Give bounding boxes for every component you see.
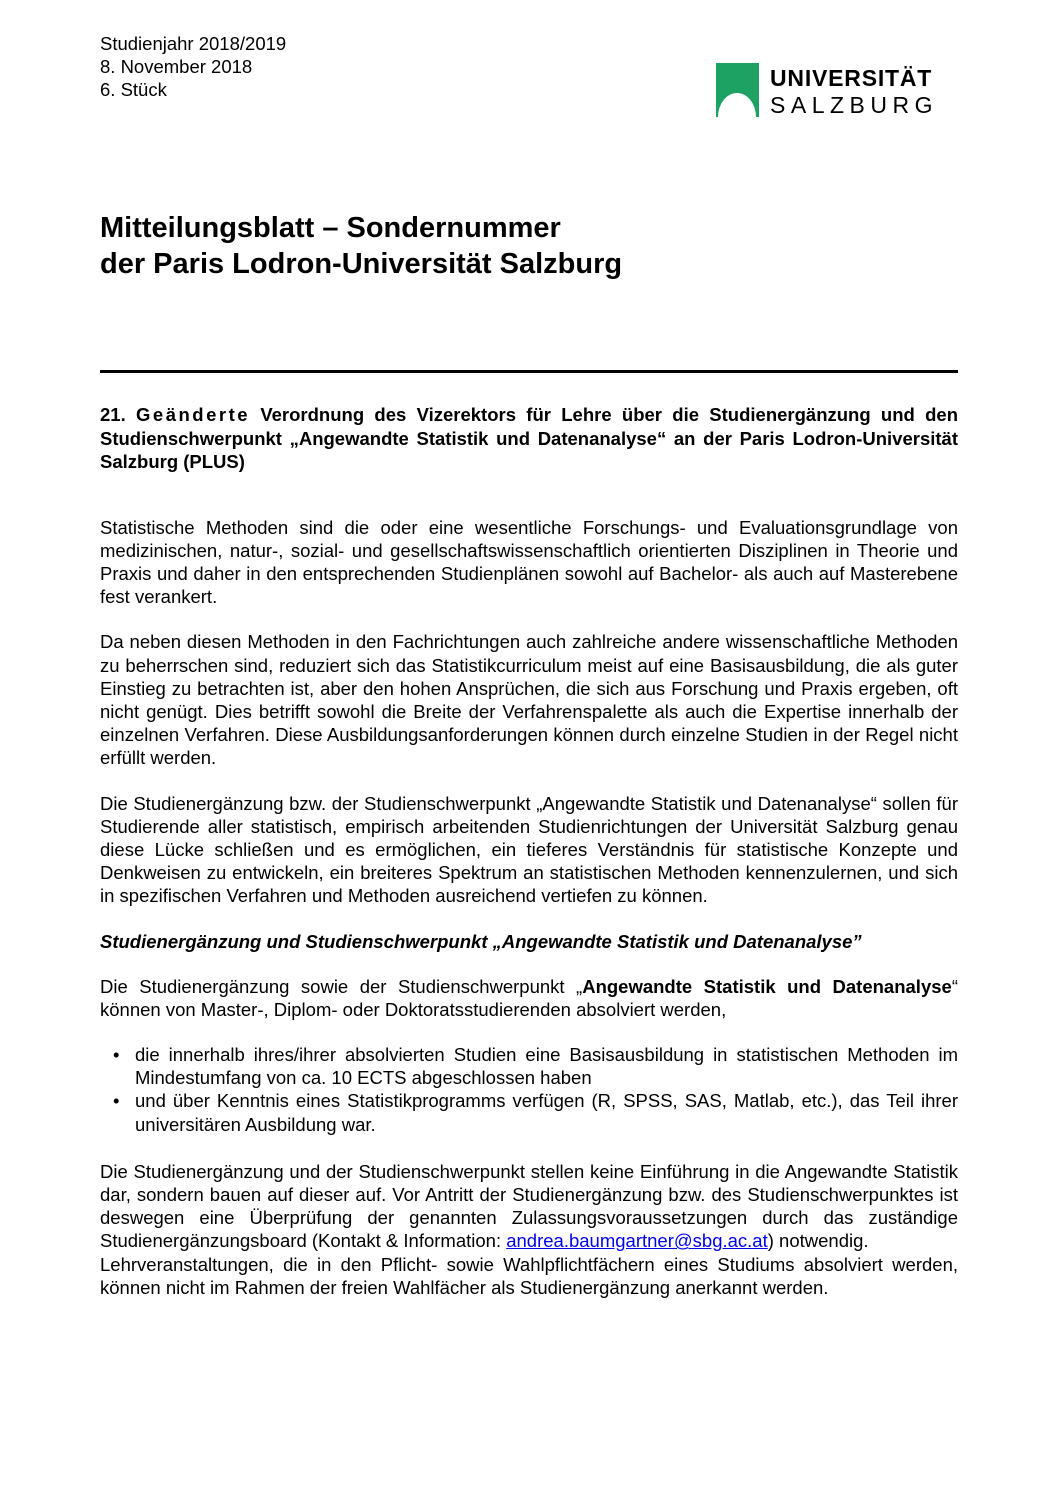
divider-rule bbox=[100, 370, 958, 373]
logo-line-universitaet: UNIVERSITÄT bbox=[770, 65, 933, 91]
section-heading-text: Verordnung des Vizerektors für Lehre über die Studienergänzung und den Studienschwerpunkt „Angewandte Statistik und Datenanalyse“ an der Paris Lodron-Universität Salzburg (PLUS) bbox=[100, 404, 959, 472]
logo-wordmark bbox=[770, 63, 938, 118]
issue-date: 8. November 2018 bbox=[100, 56, 253, 77]
study-year: Studienjahr 2018/2019 bbox=[100, 33, 287, 54]
paragraph-motivation: Da neben diesen Methoden in den Fachrichtungen auch zahlreiche andere wissenschaftliche Methoden zu beherrschen sind, reduziert sich das Statistikcurriculum meist auf eine Basisausbildung, die als guter Einstieg zu betrachten ist, aber den hohen Ansprüchen, die sich aus Forschung und Praxis ergeben, oft nicht genügt. Dies betrifft sowohl die Breite der Verfahrenspalette als auch die Expertise innerhalb der einzelnen Verfahren. Diese Ausbildungsanforderungen können durch einzelne Studien in der Regel nicht erfüllt werden. bbox=[100, 631, 958, 769]
section-number: 21. bbox=[100, 404, 137, 425]
university-dome-icon bbox=[716, 63, 759, 117]
subsection-heading: Studienergänzung und Studienschwerpunkt „Angewandte Statistik und Datenanalyse” bbox=[100, 930, 862, 952]
bold-program-name: Angewandte Statistik und Datenanalyse bbox=[582, 975, 952, 997]
logo-line-salzburg: SALZBURG bbox=[770, 92, 938, 118]
paragraph-eligibility bbox=[100, 975, 958, 1021]
email-link[interactable]: andrea.baumgartner@sbg.ac.at bbox=[506, 1230, 768, 1252]
page-title bbox=[100, 210, 958, 282]
eligibility-suffix: “ können von Master-, Diplom- oder Doktoratsstudierenden absolviert werden, bbox=[100, 975, 958, 1020]
issue-info bbox=[100, 32, 286, 101]
requirements-list bbox=[100, 1043, 958, 1136]
list-item-ects-requirement: • die innerhalb ihres/ihrer absolvierten Studien eine Basisausbildung in statistischen Methoden im Mindestumfang von ca. 10 ECTS abgeschlossen haben bbox=[135, 1043, 958, 1089]
paragraph-intro: Statistische Methoden sind die oder eine wesentliche Forschungs- und Evaluationsgrundlage von medizinischen, natur-, sozial- und gesellschaftswissenschaftlich orientierten Disziplinen in Theorie und Praxis und daher in den entsprechenden Studienplänen sowohl auf Bachelor- als auch auf Masterebene fest verankert. bbox=[100, 516, 958, 608]
issue-number: 6. Stück bbox=[100, 79, 167, 100]
university-salzburg-logo bbox=[716, 63, 938, 118]
paragraph-admission bbox=[100, 1160, 958, 1253]
section-heading bbox=[100, 403, 958, 474]
page-header bbox=[100, 32, 958, 118]
paragraph-recognition: Lehrveranstaltungen, die in den Pflicht- sowie Wahlpflichtfächern eines Studiums absolviert werden, können nicht im Rahmen der freien Wahlfächer als Studienergänzung anerkannt werden. bbox=[100, 1253, 958, 1298]
admission-suffix: ) notwendig. bbox=[767, 1230, 869, 1252]
page-title-line1: Mitteilungsblatt – Sondernummer bbox=[100, 212, 561, 244]
page-title-line2: der Paris Lodron-Universität Salzburg bbox=[100, 248, 623, 280]
paragraph-goal: Die Studienergänzung bzw. der Studienschwerpunkt „Angewandte Statistik und Datenanalyse“ sollen für Studierende aller statistisch, empirisch arbeitenden Studienrichtungen der Universität Salzburg genau diese Lücke schließen und es ermöglichen, ein tieferes Verständnis für statistische Konzepte und Denkweisen zu entwickeln, ein breiteres Spektrum an statistischen Methoden kennenzulernen, und sich in spezifischen Verfahren und Methoden ausreichend vertiefen zu können. bbox=[100, 792, 958, 907]
section-emphasized-word: Geänderte bbox=[136, 404, 251, 425]
list-item-software-requirement: • und über Kenntnis eines Statistikprogramms verfügen (R, SPSS, SAS, Matlab, etc.), das Teil ihrer universitären Ausbildung war. bbox=[135, 1089, 958, 1135]
eligibility-prefix: Die Studienergänzung sowie der Studienschwerpunkt „ bbox=[100, 975, 583, 997]
admission-prefix: Die Studienergänzung und der Studienschwerpunkt stellen keine Einführung in die Angewandte Statistik dar, sondern bauen auf dieser auf. Vor Antritt der Studienergänzung bzw. des Studienschwerpunktes ist deswegen eine Überprüfung der genannten Zulassungsvoraussetzungen durch das zuständige Studienergänzungsboard (Kontakt & Information: bbox=[100, 1160, 958, 1252]
dome-arch-shape bbox=[718, 93, 756, 117]
